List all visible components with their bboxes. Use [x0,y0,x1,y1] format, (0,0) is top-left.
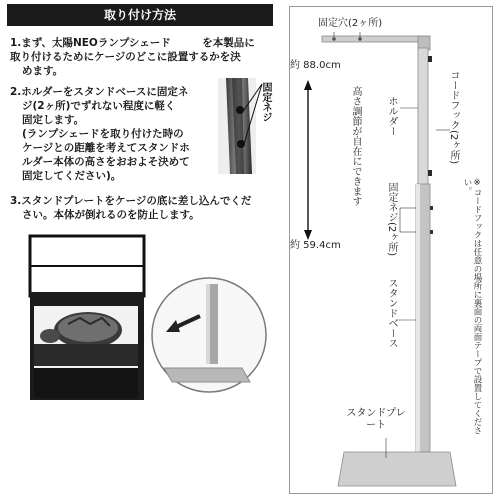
holder-label: ホルダー [386,96,397,136]
section-title: 取り付け方法 [7,4,273,26]
step-2-line: ジ(2ヶ所)でずれない程度に軽く [22,100,176,112]
step-1 [10,36,272,78]
step-2 [10,85,220,183]
adjustable-height-label: 高さ調節が自在にできます [350,86,361,206]
fix-screw-label: 固定ネジ(2ヶ所) [386,182,397,257]
step-2-line: 2.ホルダーをスタンドベースに固定ネ [10,86,189,98]
step-1-line: 1.まず、太陽NEOランプシェード を本製品に [10,37,255,49]
cord-hook-note: ※コードフックは任意の場所に裏面の両面テープで設置してください。 [462,178,482,435]
step-3-line: さい。本体が倒れるのを防止します。 [22,209,200,221]
step-2-line: 固定してください)。 [22,170,122,182]
step-2-line: 固定します。 [22,114,85,126]
fix-screw-side-label: 固定ネジ [260,82,271,122]
stand-plate-illustration [150,276,268,394]
step-1-line: 取り付けるためにケージのどこに設置するかを決 [10,51,241,63]
height-max-label: 約 88.0cm [290,60,341,71]
height-min-label: 約 59.4cm [290,240,341,251]
step-1-line: めます。 [22,65,64,77]
step-2-line: ケージとの距離を考えてスタンドホ [22,142,190,154]
cord-hook-label: コードフック(2ヶ所) [448,70,459,165]
stand-base-label: スタンドベース [386,278,397,348]
step-3 [10,194,278,222]
fix-hole-label: 固定穴(2ヶ所) [318,18,383,29]
step-2-line: (ランプシェードを取り付けた時の [22,128,184,140]
step-3-line: 3.スタンドプレートをケージの底に差し込んでくだ [10,195,252,207]
cage-photo [28,232,146,404]
step-2-line: ルダー本体の高さをおおよそ決めて [22,156,190,168]
stand-plate-label: スタンドプレート [346,408,406,431]
